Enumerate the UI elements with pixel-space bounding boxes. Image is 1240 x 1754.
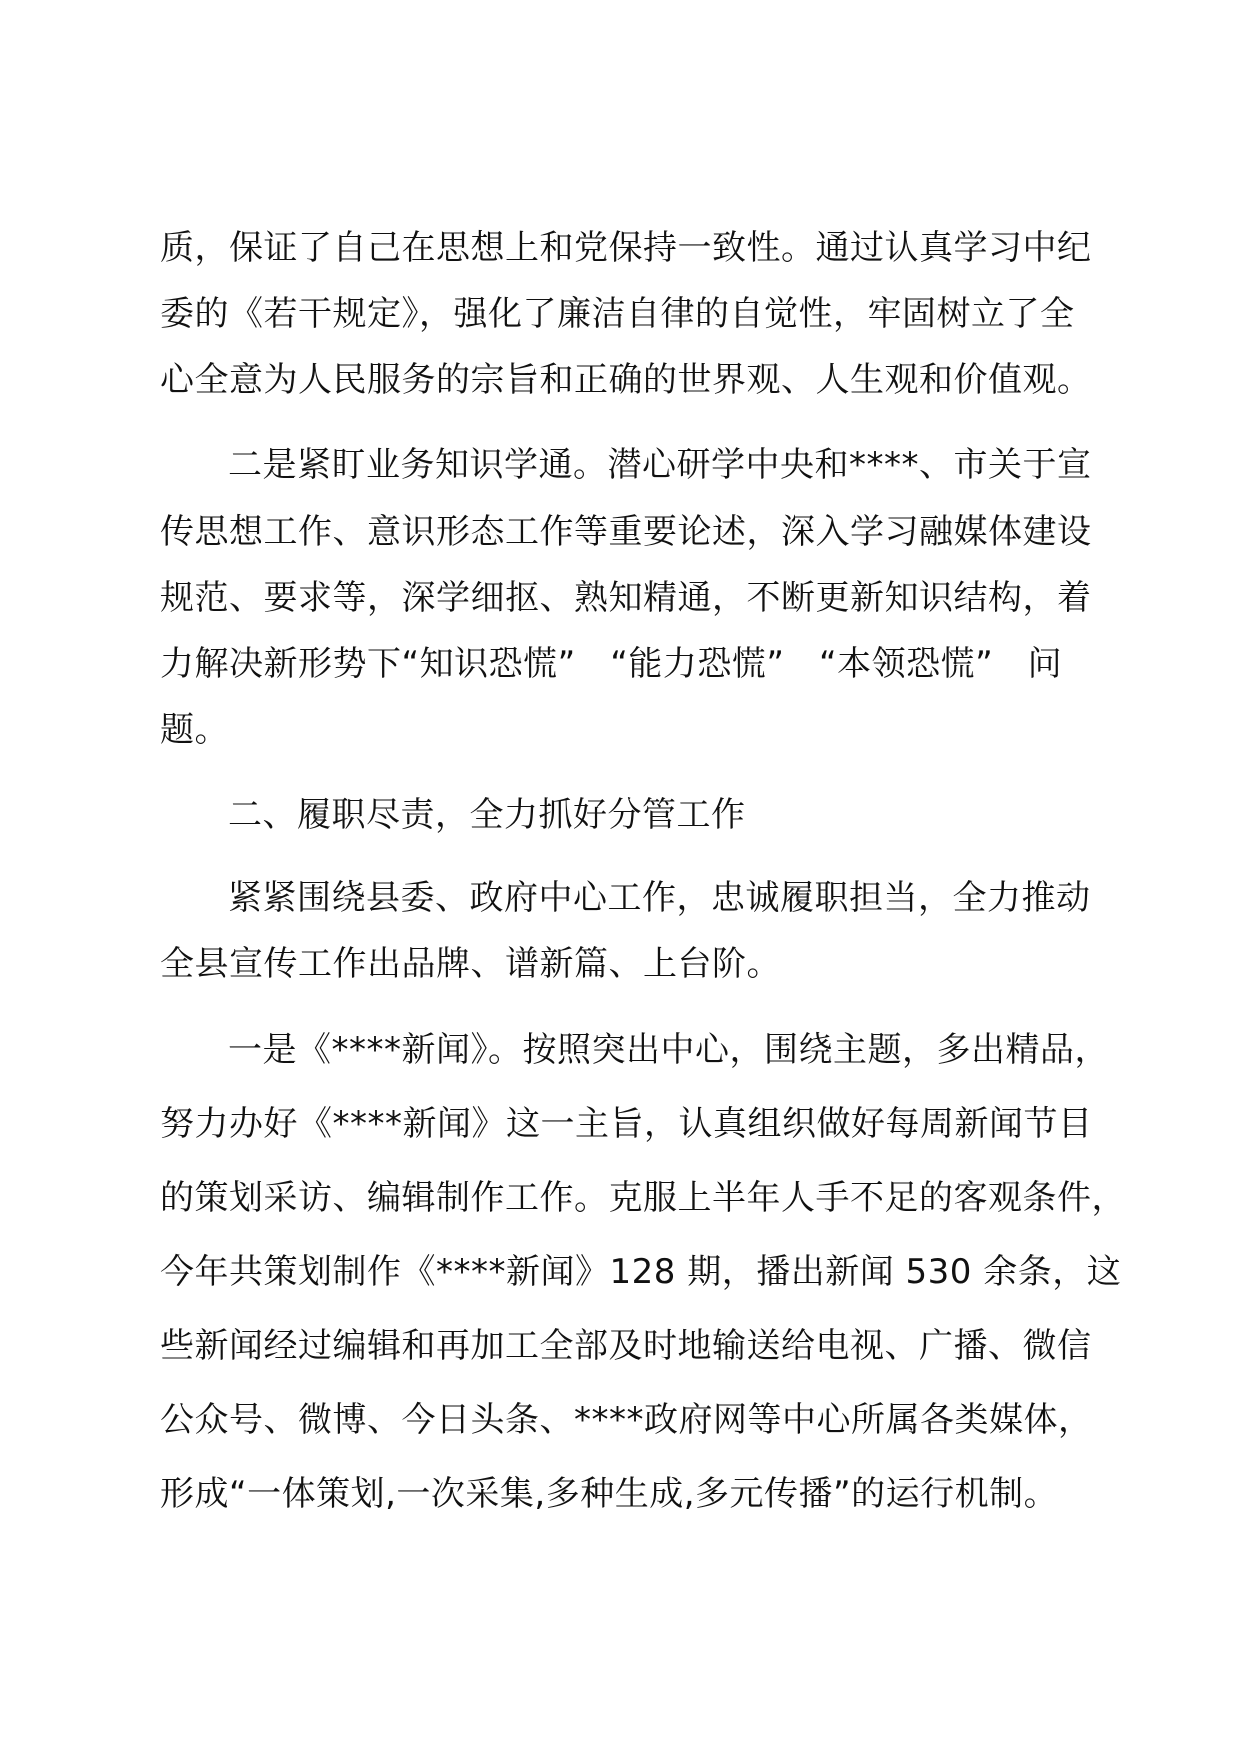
paragraph-line: 今年共策划制作《****新闻》128 期，播出新闻 530 余条，这 bbox=[160, 1252, 1122, 1292]
paragraph-line: 题。 bbox=[160, 710, 229, 750]
section-heading: 二、履职尽责，全力抓好分管工作 bbox=[228, 795, 746, 835]
paragraph-line: 形成“一体策划,一次采集,多种生成,多元传播”的运行机制。 bbox=[160, 1474, 1059, 1514]
paragraph-line: 努力办好《****新闻》这一主旨，认真组织做好每周新闻节目 bbox=[160, 1104, 1093, 1144]
paragraph-line: 力解决新形势下“知识恐慌” “能力恐慌” “本领恐慌” 问 bbox=[160, 644, 1063, 684]
paragraph-line: 传思想工作、意识形态工作等重要论述，深入学习融媒体建设 bbox=[160, 512, 1092, 552]
paragraph-line: 紧紧围绕县委、政府中心工作，忠诚履职担当，全力推动 bbox=[228, 878, 1091, 918]
paragraph-line: 一是《****新闻》。按照突出中心，围绕主题，多出精品， bbox=[228, 1030, 1109, 1070]
paragraph-line: 的策划采访、编辑制作工作。克服上半年人手不足的客观条件， bbox=[160, 1178, 1126, 1218]
paragraph-line: 些新闻经过编辑和再加工全部及时地输送给电视、广播、微信 bbox=[160, 1326, 1092, 1366]
paragraph-line: 全县宣传工作出品牌、谱新篇、上台阶。 bbox=[160, 944, 781, 984]
paragraph-line: 规范、要求等，深学细抠、熟知精通，不断更新知识结构，着 bbox=[160, 578, 1092, 618]
paragraph-line: 公众号、微博、今日头条、****政府网等中心所属各类媒体， bbox=[160, 1400, 1093, 1440]
paragraph-line: 质，保证了自己在思想上和党保持一致性。通过认真学习中纪 bbox=[160, 228, 1092, 268]
paragraph-line: 二是紧盯业务知识学通。潜心研学中央和****、市关于宣 bbox=[228, 445, 1092, 485]
paragraph-line: 委的《若干规定》，强化了廉洁自律的自觉性，牢固树立了全 bbox=[160, 294, 1075, 334]
paragraph-line: 心全意为人民服务的宗旨和正确的世界观、人生观和价值观。 bbox=[160, 360, 1092, 400]
